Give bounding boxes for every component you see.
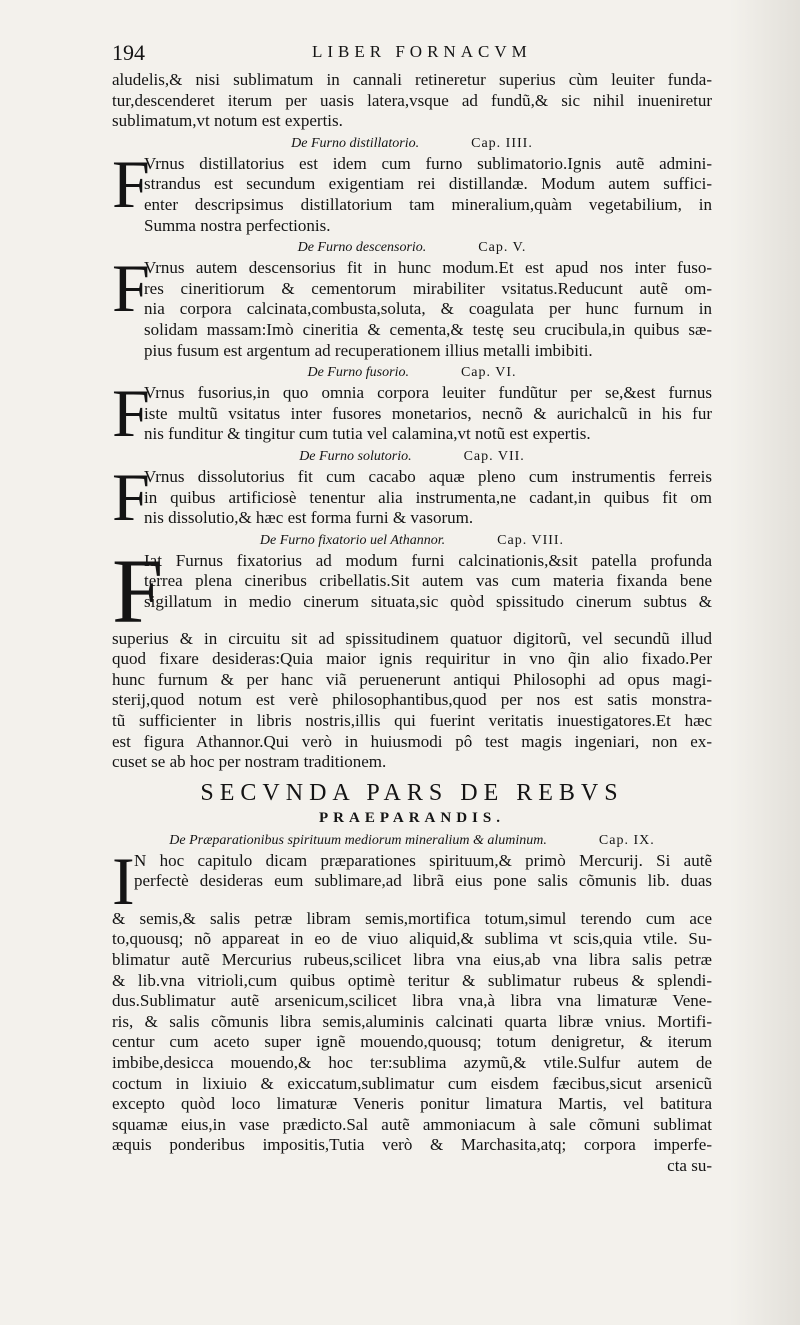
- part-subtitle: PRAEPARANDIS.: [319, 809, 505, 826]
- section-heading: [112, 362, 712, 383]
- text-line: centur cum aceto super ignẽ mouendo,quousq; totum denigretur, & iterum: [112, 1032, 712, 1052]
- section-heading: [112, 446, 712, 467]
- text-line: res cineritiorum & cementorum mirabiliter vsitatus.Reducunt autẽ om-: [144, 278, 712, 298]
- text-line: Summa nostra perfectionis.: [144, 215, 331, 235]
- text-line: terrea plena cineribus cribellatis.Sit autem vas cum materia fixanda bene: [144, 571, 712, 591]
- page-edge-shadow: [730, 0, 800, 1325]
- chapter-number: Cap. IIII.: [471, 135, 533, 151]
- part-title: SECVNDA PARS DE REBVS: [200, 779, 624, 806]
- text-line: coctum in lixiuio & exiccatum,sublimatur cum eisdem fæcibus,sicut arsenicũ: [112, 1073, 712, 1093]
- text-line: perfectè desideras eum sublimare,ad librã eius pone salis cõmunis lib. duas: [134, 871, 712, 891]
- drop-initial: F: [112, 539, 164, 642]
- text-line: quod fixare desideras:Quia maior ignis requiritur in vno q̃in alio fixado.Per: [112, 649, 712, 669]
- text-line: solidam massam:Imò cineritia & cementa,& testę seu crucibula,in quibus sæ-: [144, 319, 712, 339]
- text-line: squamæ eius,in vase prædicto.Sal autẽ ammoniacum à sale cõmuni sublimat: [112, 1114, 712, 1134]
- chapter-number: Cap. VI.: [460, 365, 517, 381]
- text-column: [112, 70, 712, 1177]
- page-number: 194: [112, 40, 145, 65]
- section-heading: [112, 237, 712, 258]
- chapter-number: Cap. VIII.: [497, 532, 565, 548]
- section-heading: [112, 530, 712, 551]
- catchword: cta su-: [667, 1155, 712, 1175]
- text-line: in quibus artificiosè tenentur alia instrumenta,ne cadant,in quibus fit om: [144, 487, 712, 507]
- section-title: De Furno distillatorio.: [291, 135, 420, 151]
- running-title: LIBER FORNACVM: [312, 42, 532, 61]
- chapter-number: Cap. V.: [478, 240, 527, 256]
- chapter-number: Cap. IX.: [598, 832, 655, 848]
- drop-initial: F: [112, 375, 150, 452]
- section-paragraph: [112, 250, 712, 361]
- text-line: hunc furnum & per hanc viã peruenerunt antiqui Philosophi ad opus magi-: [112, 669, 712, 689]
- text-line: sterij,quod notum est verè philosophantibus,quod per nos est satis monstra-: [112, 690, 712, 710]
- text-line: imbibe,desicca mouendo,& hoc ter:sublima azymũ,& vtile.Sulfur autem de: [112, 1053, 712, 1072]
- text-line: excepto quòd loco limaturæ Veneris ponitur limatura Martis, vel batitura: [112, 1094, 712, 1114]
- text-line: tũ sufficienter in libris nostris,illis qui fuerint veritatis inuestigatores.Et hæc: [112, 711, 712, 731]
- text-line: nis dissolutio,& hæc est forma furni & vasorum.: [144, 508, 474, 528]
- section-heading: [112, 133, 712, 154]
- chapter-number: Cap. VII.: [463, 448, 525, 464]
- text-line: enter descripsimus distillatorium tam mineralium,quàm vegetabilium, in: [144, 194, 712, 214]
- text-line: tur,descenderet iterum per uasis latera,vsque ad fundũ,& sic nihil inueniretur: [112, 90, 712, 110]
- text-line: N hoc capitulo dicam præparationes spirituum,& primò Mercurij. Si autẽ: [134, 850, 712, 870]
- text-line: pius fusum est argentum ad recuperationem illius metalli imbibiti.: [144, 340, 593, 360]
- text-line: sigillatum in medio cinerum situata,sic quòd spissitudo cinerum subtus &: [144, 591, 712, 611]
- text-line: blimatur autẽ Mercurius rubeus,scilicet libra vna eius,ab vna libra salis petræ: [112, 950, 712, 970]
- section-heading: [112, 830, 712, 851]
- drop-initial: F: [112, 250, 150, 327]
- text-line: æquis ponderibus impositis,Tutia verò & Marchasita,atq; corpora imperfe-: [112, 1135, 712, 1155]
- text-line: Vrnus autem descensorius fit in hunc modum.Et est apud nos inter fuso-: [144, 258, 712, 278]
- text-line: dus.Sublimatur autẽ arsenicum,scilicet libra vna,à libra vna limaturæ Vene-: [112, 991, 712, 1011]
- text-line: sublimatum,vt notum est expertis.: [112, 111, 343, 131]
- section-title: De Præparationibus spirituum mediorum mineralium & aluminum.: [169, 832, 547, 848]
- text-line: est figura Athannor.Qui verò in huiusmodi pô test magis ingeniari, non ex-: [112, 731, 712, 751]
- text-line: Vrnus distillatorius est idem cum furno sublimatorio.Ignis autẽ admini-: [144, 153, 712, 173]
- text-line: iste multũ vsitatus inter fusores monetarios, necnõ & aurichalcũ in his fur: [144, 403, 712, 423]
- opening-paragraph: [112, 70, 712, 132]
- text-line: & semis,& salis petræ libram semis,mortifica totum,simul terendo cum ace: [112, 908, 712, 928]
- running-head: [112, 40, 712, 68]
- text-line: strandus est secundum exigentiam rei distillandæ. Modum autem suffici-: [144, 174, 712, 194]
- drop-initial: F: [112, 145, 150, 222]
- text-line: & lib.vna vitrioli,cum quibus optimè teritur & sublimatur rubeus & splendi-: [112, 970, 712, 990]
- text-line: to,quousq; nõ appareat in eo de viuo aliquid,& sublima vt scis,quia vtile. Su-: [112, 929, 712, 949]
- drop-initial: I: [112, 842, 135, 919]
- text-line: Vrnus dissolutorius fit cum cacabo aquæ pleno cum instrumentis ferreis: [144, 466, 712, 486]
- section-paragraph: [112, 375, 712, 452]
- text-line: superius & in circuitu sit ad spissitudinem quatuor digitorũ, vel secundũ illud: [112, 628, 712, 648]
- section-paragraph: [112, 145, 712, 236]
- text-line: nia corpora calcinata,combusta,soluta, & coagulata per hunc furnum in: [144, 299, 712, 319]
- text-line: aludelis,& nisi sublimatum in cannali retineretur superius cùm leuiter funda-: [112, 70, 712, 89]
- text-line: Vrnus fusorius,in quo omnia corpora leuiter fundũtur per se,&est furnus: [144, 383, 712, 403]
- text-line: ris, & salis cõmunis libra semis,aluminis calcinati quarta libræ vnius. Mortifi-: [112, 1011, 712, 1031]
- section-title: De Furno fusorio.: [307, 365, 409, 381]
- section-title: De Furno descensorio.: [297, 240, 427, 256]
- section-title: De Furno solutorio.: [299, 448, 412, 464]
- text-line: cuset se ab hoc per nostram traditionem.: [112, 752, 387, 772]
- section-title: De Furno fixatorio uel Athannor.: [259, 532, 446, 548]
- text-line: nis funditur & tingitur cum tutia vel calamina,vt notũ est expertis.: [144, 424, 591, 444]
- section-paragraph: [112, 458, 712, 535]
- text-line: Iat Furnus fixatorius ad modum furni calcinationis,&sit patella profunda: [144, 550, 712, 570]
- drop-initial: F: [112, 458, 150, 535]
